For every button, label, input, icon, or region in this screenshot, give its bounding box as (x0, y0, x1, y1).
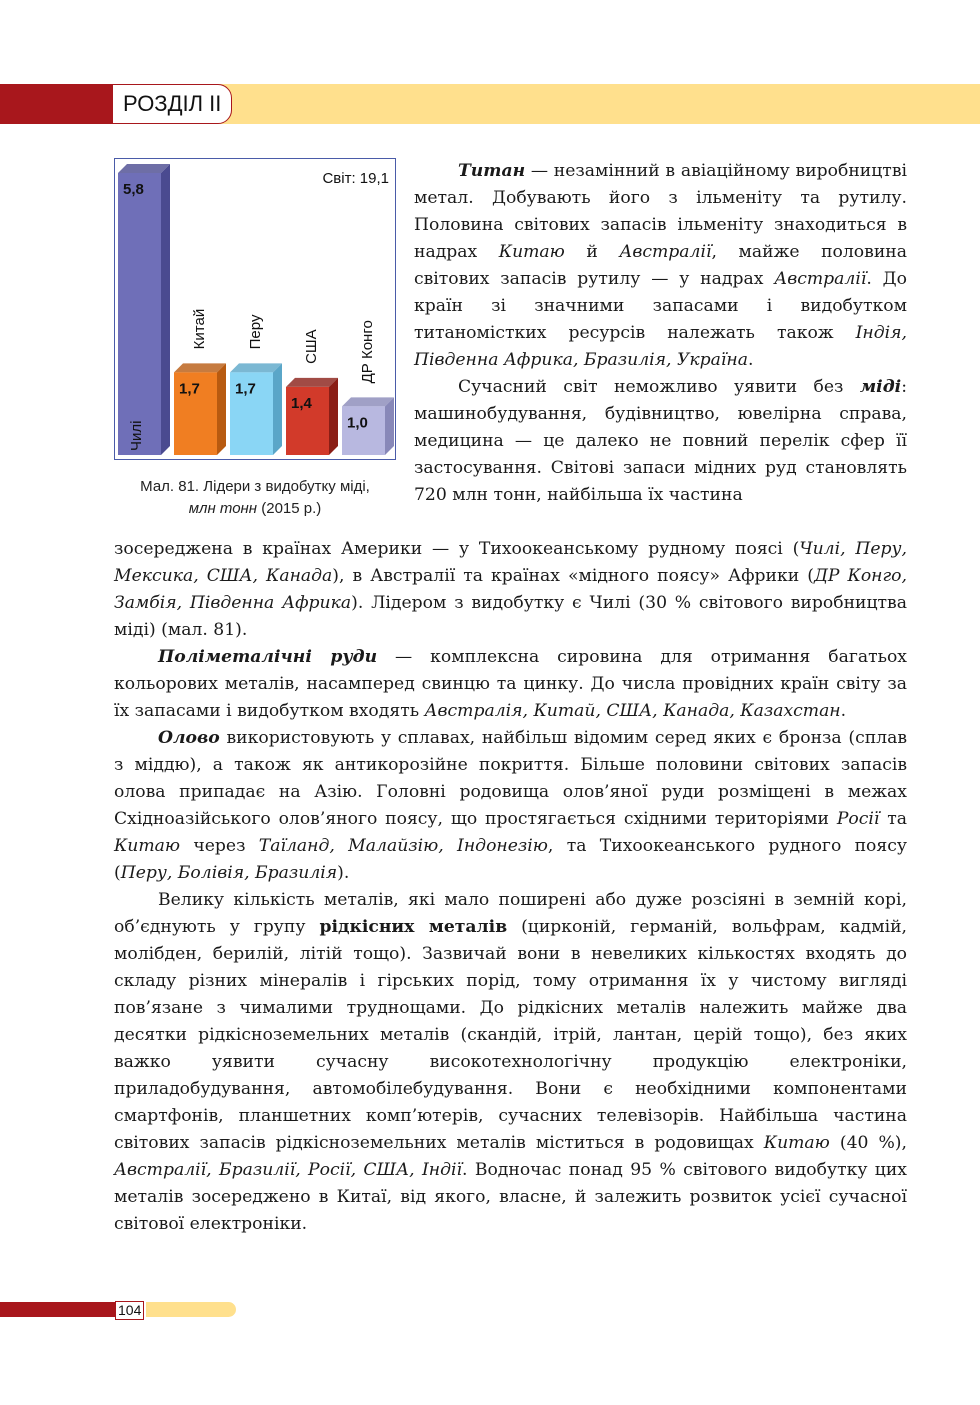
rare-country-1: Китаю (763, 1133, 830, 1153)
rare-metals-paragraph (114, 887, 907, 1238)
category-label-3: Перу (247, 314, 264, 350)
bar-top-4 (286, 378, 338, 387)
tin-country-2: Китаю (114, 836, 181, 856)
copper-text-1: Сучасний світ неможливо уявити без (458, 377, 860, 397)
titan-text-2: й (564, 242, 620, 262)
rare-text-4: . Водночас понад 95 % світового видобутку цих металів зосереджено в Китаї, від якого, власне, й залежить розвиток усієї сучасної світової електроніки. (114, 1160, 907, 1234)
page-number: 104 (115, 1301, 144, 1320)
rare-country-2: Австралії, Бразилії, Росії, США, Індії (114, 1160, 462, 1180)
copper-countries-1: Чилі, Перу, Мексика, США, Канада (114, 539, 907, 586)
tin-term: Олово (158, 728, 220, 748)
footer-band-red (0, 1302, 116, 1317)
footer-band-yellow (146, 1302, 236, 1317)
polymetal-paragraph (114, 644, 907, 725)
tin-country-1: Росії (836, 809, 880, 829)
copper-text-5: ). Лідером з видобутку є Чилі (30 % світового виробництва міді) (мал. 81). (114, 593, 907, 640)
category-label-5: ДР Конго (359, 320, 376, 384)
rare-text-2: (цирконій, германій, вольфрам, кадмій, молібден, берилій, літій тощо). Зазвичай вони в невеликих кількостях входять до складу різних мінералів і гірських порід, тому отримання їх у чистому вигляді пов’язане з чималими труднощами. До рідкісних металів належить майже два десятки рідкісноземельних металів (скандій, ітрій, лантан, церій тощо), без яких важко уявити сучасну високотехнологічну продукцію електроніки, приладобудування, автомобілебудування. Вони є необхідними компонентами смартфонів, планшетних комп’ютерів, сучасних телевізорів. Найбільша частина світових запасів рідкісноземельних металів міститься в родовищах (114, 917, 907, 1153)
tin-country-4: Перу, Болівія, Бразилія (120, 863, 338, 883)
bar-top-2 (174, 363, 226, 372)
bar-value-label-4: 1,4 (291, 394, 312, 412)
copper-text-3: зосереджена в країнах Америки — у Тихоокеанському рудному поясі ( (114, 539, 800, 559)
tin-text-1: використовують у сплавах, найбільш відомим серед яких є бронза (сплав з міддю), а також як антикорозійне покриття. Більше половини світових запасів олова припадає на Азію. Головні родовища олов’яної руди розміщені в межах Східноазійського олов’яного поясу, що простягається східними територіями (114, 728, 907, 829)
polymetal-countries: Австралія, Китай, США, Канада, Казахстан (424, 701, 841, 721)
polymetal-term: Поліметалічні руди (158, 647, 378, 667)
titan-country-2: Австралії (619, 242, 712, 262)
main-text (114, 536, 907, 1238)
right-column-text (414, 158, 907, 509)
titan-paragraph (414, 158, 907, 374)
category-label-2: Китай (191, 308, 208, 350)
category-label-4: США (303, 329, 320, 364)
titan-text-1: — незамінний в авіаційному виробництві метал. Добувають його з ільменіту та рутилу. Половина світових запасів ільменіту знаходиться в надрах (414, 161, 907, 262)
bar-value-label-5: 1,0 (347, 414, 368, 432)
tin-text-4: , та Тихоокеанського рудного поясу ( (114, 836, 907, 883)
bar-side-5 (385, 397, 394, 455)
bar-value-label-2: 1,7 (179, 380, 200, 398)
titan-term: Титан (458, 161, 526, 181)
header-band-yellow (135, 84, 980, 124)
copper-chart-svg (115, 159, 395, 459)
bar-1 (118, 173, 161, 455)
copper-text-2: : машинобудування, будівництво, ювелірна справа, медицина — це далеко не повний перелік сфер її застосування. Світові запаси мідних руд становлять 720 млн тонн, найбільша їх частина (414, 377, 907, 505)
titan-text-3: , майже половина світових запасів рутилу — у надрах (414, 242, 907, 289)
bar-value-label-1: 5,8 (123, 181, 144, 198)
titan-country-4: Індія, Південна Африка, Бразилія, Україна (414, 323, 907, 370)
tin-paragraph (114, 725, 907, 887)
titan-country-1: Китаю (498, 242, 565, 262)
rare-term: рідкісних металів (319, 917, 508, 937)
titan-text-5: . (747, 350, 754, 370)
copper-paragraph-top (414, 374, 907, 509)
tin-text-5: ). (337, 863, 350, 883)
caption-year: (2015 р.) (261, 500, 322, 517)
caption-text: Мал. 81. Лідери з видобутку міді, (140, 478, 370, 495)
tin-text-3: через (180, 836, 259, 856)
rare-text-1: Велику кількість металів, які мало поширені або дуже розсіяні в земній корі, об’єднують у групу (114, 890, 907, 937)
bar-side-3 (273, 363, 282, 455)
bar-side-2 (217, 363, 226, 455)
copper-text-4: ), в Австралії та країнах «мідного поясу» Африки ( (332, 566, 814, 586)
copper-chart (114, 158, 396, 460)
category-label-1: Чилі (128, 420, 145, 451)
rare-text-3: (40 %), (829, 1133, 907, 1153)
copper-term: міді (859, 377, 902, 397)
chart-total-label: Світ: 19,1 (322, 170, 389, 187)
copper-countries-2: ДР Конго, Замбія, Південна Африка (114, 566, 907, 613)
bar-side-1 (161, 164, 170, 455)
bar-value-label-3: 1,7 (235, 380, 256, 398)
caption-unit: млн тонн (188, 500, 258, 517)
tin-text-2: та (879, 809, 907, 829)
bar-top-1 (118, 164, 170, 173)
bar-top-5 (342, 397, 394, 406)
tin-country-3: Таїланд, Малайзію, Індонезію (258, 836, 548, 856)
titan-country-3: Австралії (774, 269, 867, 289)
polymetal-text-1: — комплексна сировина для отримання багатьох кольорових металів, насамперед свинцю та цинку. До числа провідних країн світу за їх запасами і видобутком входять (114, 647, 907, 721)
copper-paragraph-bottom (114, 536, 907, 644)
polymetal-text-2: . (840, 701, 847, 721)
section-label: РОЗДІЛ ІІ (112, 84, 232, 124)
bar-side-4 (329, 378, 338, 455)
bar-top-3 (230, 363, 282, 372)
titan-text-4: . До країн зі значними запасами і видобутком титаномістких ресурсів належать також (414, 269, 907, 343)
figure-caption (112, 476, 398, 520)
